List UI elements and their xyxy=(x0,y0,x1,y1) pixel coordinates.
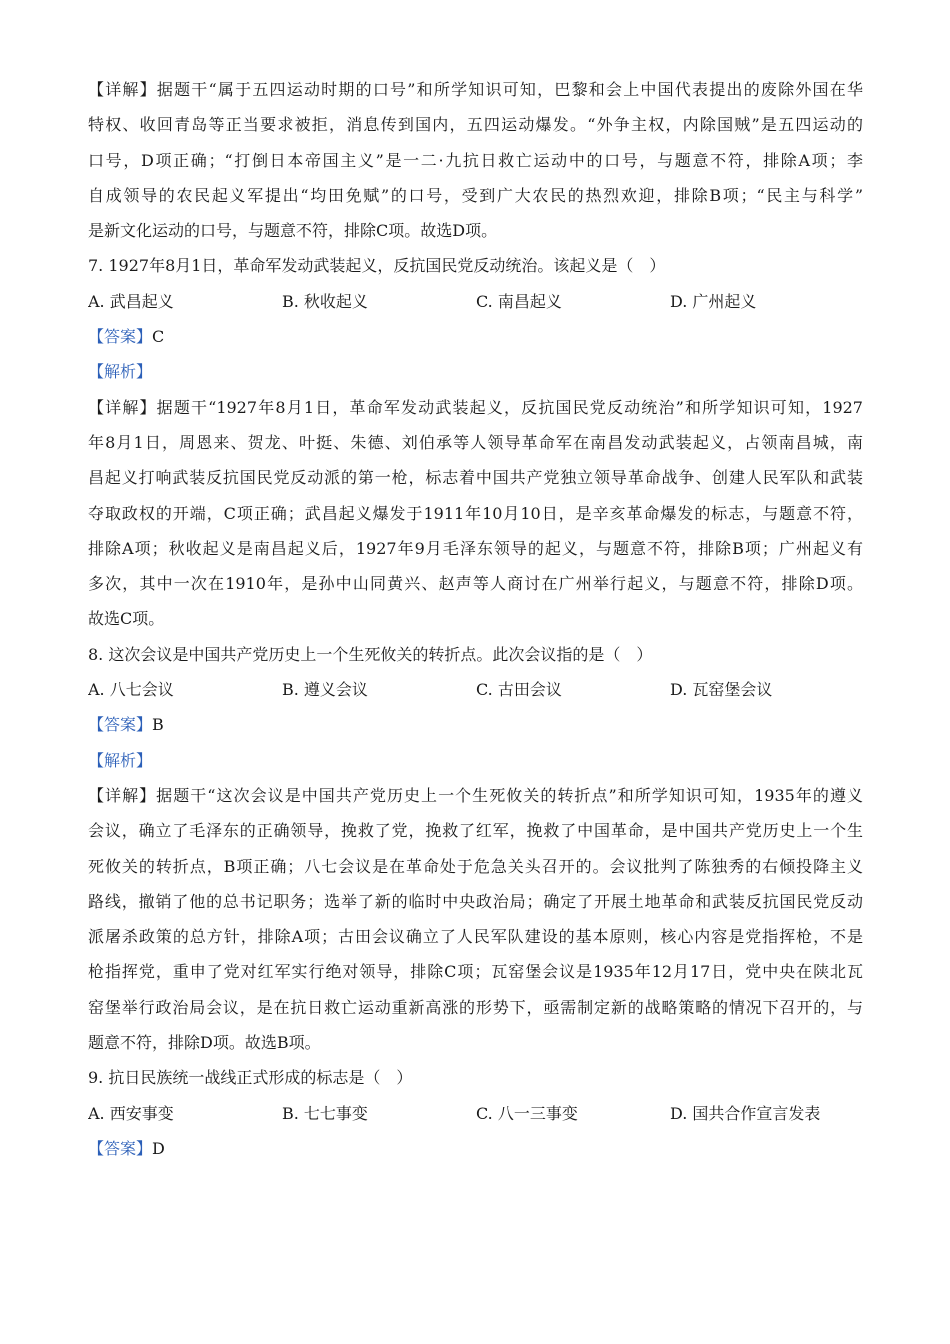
answer-tag: 【答案】 xyxy=(88,715,153,735)
option-c: C. 古田会议 xyxy=(476,680,562,700)
option-b: B. 遵义会议 xyxy=(282,680,368,700)
question-stem: 9. 抗日民族统一战线正式形成的标志是（ ） xyxy=(88,1068,413,1088)
q6-detail-paragraph xyxy=(88,72,863,248)
document-page xyxy=(88,72,863,1166)
detail-line: 枪指挥党，重申了党对红军实行绝对领导，排除C项；瓦窑堡会议是1935年12月17日，党中央在陕北瓦 xyxy=(88,962,863,982)
option-row xyxy=(88,672,863,707)
option-a: A. 武昌起义 xyxy=(88,291,174,311)
q6-detail-line: 口号，D项正确；“打倒日本帝国主义”是一二·九抗日救亡运动中的口号，与题意不符，排除A项；李 xyxy=(88,150,863,170)
detail-line: 故选C项。 xyxy=(88,609,165,629)
answer-line xyxy=(88,1131,863,1166)
question-7 xyxy=(88,248,863,636)
detail-line: 题意不符，排除D项。故选B项。 xyxy=(88,1033,321,1053)
detail-line: 派屠杀政策的总方针，排除A项；古田会议确立了人民军队建设的基本原则，核心内容是党指挥枪，不是 xyxy=(88,927,863,947)
option-d: D. 广州起义 xyxy=(670,291,757,311)
detail-line: 死攸关的转折点，B项正确；八七会议是在革命处于危急关头召开的。会议批判了陈独秀的右倾投降主义 xyxy=(88,856,863,876)
option-d: D. 国共合作宣言发表 xyxy=(670,1103,821,1123)
option-a: A. 西安事变 xyxy=(88,1103,174,1123)
q6-detail-line: 自成领导的农民起义军提出“均田免赋”的口号，受到广大农民的热烈欢迎，排除B项；“民主与科学” xyxy=(88,185,863,205)
detail-line: 昌起义打响武装反抗国民党反动派的第一枪，标志着中国共产党独立领导革命战争、创建人民军队和武装 xyxy=(88,468,863,488)
analysis-tag: 【解析】 xyxy=(88,750,153,770)
detail-line: 【详解】据题干“1927年8月1日，革命军发动武装起义，反抗国民党反动统治”和所学知识可知，1927 xyxy=(88,397,863,417)
detail-line: 【详解】据题干“这次会议是中国共产党历史上一个生死攸关的转折点”和所学知识可知，1935年的遵义 xyxy=(88,785,863,805)
q6-detail-line: 是新文化运动的口号，与题意不符，排除C项。故选D项。 xyxy=(88,221,498,241)
detail-paragraph xyxy=(88,390,863,637)
option-c: C. 南昌起义 xyxy=(476,291,562,311)
question-9 xyxy=(88,1060,863,1166)
option-b: B. 秋收起义 xyxy=(282,291,368,311)
detail-line: 窑堡举行政治局会议，是在抗日救亡运动重新高涨的形势下，亟需制定新的战略策略的情况下召开的，与 xyxy=(88,997,863,1017)
option-row xyxy=(88,1096,863,1131)
answer-value: D xyxy=(152,1138,165,1158)
detail-line: 多次，其中一次在1910年，是孙中山同黄兴、赵声等人商讨在广州举行起义，与题意不符，排除D项。 xyxy=(88,574,863,594)
question-stem: 7. 1927年8月1日，革命军发动武装起义，反抗国民党反动统治。该起义是（ ） xyxy=(88,256,666,276)
question-8 xyxy=(88,637,863,1061)
q6-detail-line: 特权、收回青岛等正当要求被拒，消息传到国内，五四运动爆发。“外争主权，内除国贼”是五四运动的 xyxy=(88,115,863,135)
option-c: C. 八一三事变 xyxy=(476,1103,578,1123)
detail-line: 路线，撤销了他的总书记职务；选举了新的临时中央政治局；确定了开展土地革命和武装反抗国民党反动 xyxy=(88,891,863,911)
detail-line: 排除A项；秋收起义是南昌起义后，1927年9月毛泽东领导的起义，与题意不符，排除B项；广州起义有 xyxy=(88,538,863,558)
answer-line xyxy=(88,319,863,354)
analysis-line xyxy=(88,743,863,778)
answer-value: C xyxy=(152,327,165,347)
option-d: D. 瓦窑堡会议 xyxy=(670,680,773,700)
analysis-line xyxy=(88,354,863,389)
detail-paragraph xyxy=(88,778,863,1060)
option-row xyxy=(88,284,863,319)
question-stem: 8. 这次会议是中国共产党历史上一个生死攸关的转折点。此次会议指的是（ ） xyxy=(88,644,653,664)
analysis-tag: 【解析】 xyxy=(88,362,153,382)
detail-line: 夺取政权的开端，C项正确；武昌起义爆发于1911年10月10日，是辛亥革命爆发的标志，与题意不符， xyxy=(88,503,863,523)
answer-tag: 【答案】 xyxy=(88,327,153,347)
answer-tag: 【答案】 xyxy=(88,1138,153,1158)
q6-detail-line: 【详解】据题干“属于五四运动时期的口号”和所学知识可知，巴黎和会上中国代表提出的废除外国在华 xyxy=(88,80,863,99)
detail-line: 年8月1日，周恩来、贺龙、叶挺、朱德、刘伯承等人领导革命军在南昌发动武装起义，占领南昌城，南 xyxy=(88,432,863,452)
option-b: B. 七七事变 xyxy=(282,1103,368,1123)
detail-line: 会议，确立了毛泽东的正确领导，挽救了党，挽救了红军，挽救了中国革命，是中国共产党历史上一个生 xyxy=(88,821,863,841)
answer-line xyxy=(88,707,863,742)
answer-value: B xyxy=(152,715,164,735)
option-a: A. 八七会议 xyxy=(88,680,174,700)
